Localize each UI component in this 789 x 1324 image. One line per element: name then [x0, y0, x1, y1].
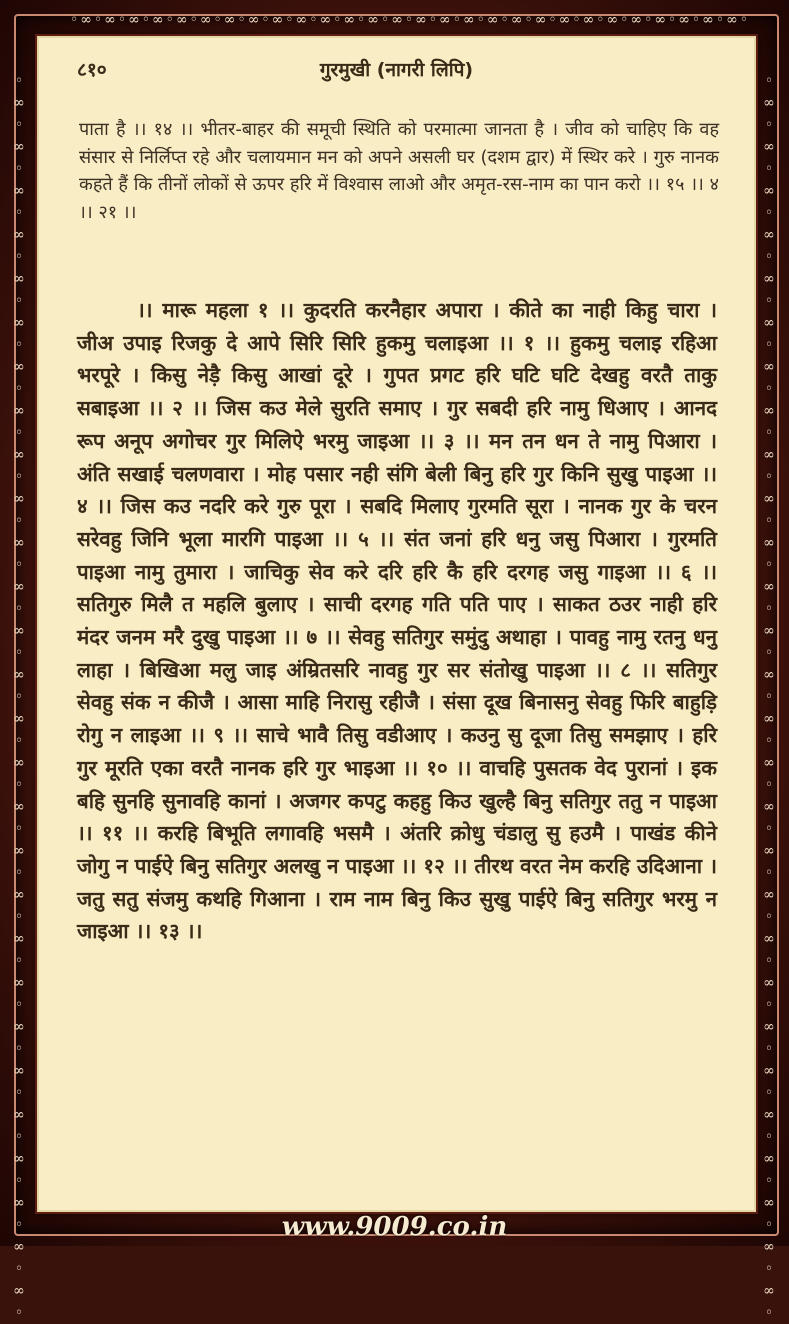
scripture-verse: ।। मारू महला १ ।। कुदरति करनैहार अपारा । कीते का नाही किहु चारा । जीअ उपाइ रिजकु दे आपे सिरि सिरि हुकमु चलाइआ ।। १ ।। हुकमु चलाइ रहिआ भरपूरे । किसु नेड़ै किसु आखां दूरे । गुपत प्रगट हरि घटि घटि देखहु वरतै ताकु सबाइआ ।। २ ।। जिस कउ मेले सुरति समाए । गुर सबदी हरि नामु धिआए । आनद रूप अनूप अगोचर गुर मिलिऐ भरमु जाइआ ।। ३ ।। मन तन धन ते नामु पिआरा । अंति सखाई चलणवारा । मोह पसार नही संगि बेली बिनु हरि गुर किनि सुखु पाइआ ।। ४ ।। जिस कउ नदरि करे गुरु पूरा । सबदि मिलाए गुरमति सूरा । नानक गुर के चरन सरेवहु जिनि भूला मारगि पाइआ ।। ५ ।। संत जनां हरि धनु जसु पिआरा । गुरमति पाइआ नामु तुमारा । जाचिकु सेव करे दरि हरि कै हरि दरगह जसु गाइआ ।। ६ ।। सतिगुरु मिलै त महलि बुलाए । साची दरगह गति पति पाए । साकत ठउर नाही हरि मंदर जनम मरै दुखु पाइआ ।। ७ ।। सेवहु सतिगुर समुंदु अथाहा । पावहु नामु रतनु धनु लाहा । बिखिआ मलु जाइ अंम्रितसरि नावहु गुर सर संतोखु पाइआ ।। ८ ।। सतिगुर सेवहु संक न कीजै । आसा माहि निरासु रहीजै । संसा दूख बिनासनु सेवहु फिरि बाहुड़ि रोगु न लाइआ ।। ९ ।। साचे भावै तिसु वडीआए । कउनु सु दूजा तिसु समझाए । हरि गुर मूरति एका वरतै नानक हरि गुर भाइआ ।। १० ।। वाचहि पुसतक वेद पुरानां । इक बहि सुनहि सुनावहि कानां । अजगर कपटु कहहु किउ खुल्है बिनु सतिगुर ततु न पाइआ ।। ११ ।। करहि बिभूति लगावहि भसमै । अंतरि क्रोधु चंडालु सु हउमै । पाखंड कीने जोगु न पाईऐ बिनु सतिगुर अलखु न पाइआ ।। १२ ।। तीरथ वरत नेम करहि उदिआना । जतु सतु संजमु कथहि गिआना । राम नाम बिनु किउ सुखु पाईऐ बिनु सतिगुर भरमु न जाइआ ।। १३ ।।	[77, 298, 717, 944]
right-ornament: ◦∞◦∞◦∞◦∞◦∞◦∞◦∞◦∞◦∞◦∞◦∞◦∞◦∞◦∞◦∞◦∞◦∞◦∞◦∞◦∞◦∞◦∞◦∞◦∞◦∞◦∞◦∞◦∞◦	[763, 73, 775, 1321]
left-ornament: ◦∞◦∞◦∞◦∞◦∞◦∞◦∞◦∞◦∞◦∞◦∞◦∞◦∞◦∞◦∞◦∞◦∞◦∞◦∞◦∞◦∞◦∞◦∞◦∞◦∞◦∞◦∞◦∞◦	[13, 73, 25, 1321]
page-paper	[37, 36, 756, 1212]
page-header	[39, 38, 754, 82]
book-title: गुरमुखी (नागरी लिपि)	[319, 59, 474, 81]
top-ornament: ◦∞◦∞◦∞◦∞◦∞◦∞◦∞◦∞◦∞◦∞◦∞◦∞◦∞◦∞◦∞◦∞◦∞◦∞◦∞◦∞◦∞◦∞◦∞◦∞◦∞◦∞◦∞◦∞◦	[70, 12, 751, 28]
page-number: ८१०	[77, 59, 107, 81]
website-watermark: www.9009.co.in	[281, 1212, 508, 1242]
commentary-paragraph: पाता है ।। १४ ।। भीतर-बाहर की समूची स्थिति को परमात्मा जानता है । जीव को चाहिए कि वह संसार से निर्लिप्त रहे और चलायमान मन को अपने असली घर (दशम द्वार) में स्थिर करे । गुरु नानक कहते हैं कि तीनों लोकों से ऊपर हरि में विश्वास लाओ और अमृत-रस-नाम का पान करो ।। १५ ।। ४ ।। २१ ।।	[79, 119, 719, 223]
